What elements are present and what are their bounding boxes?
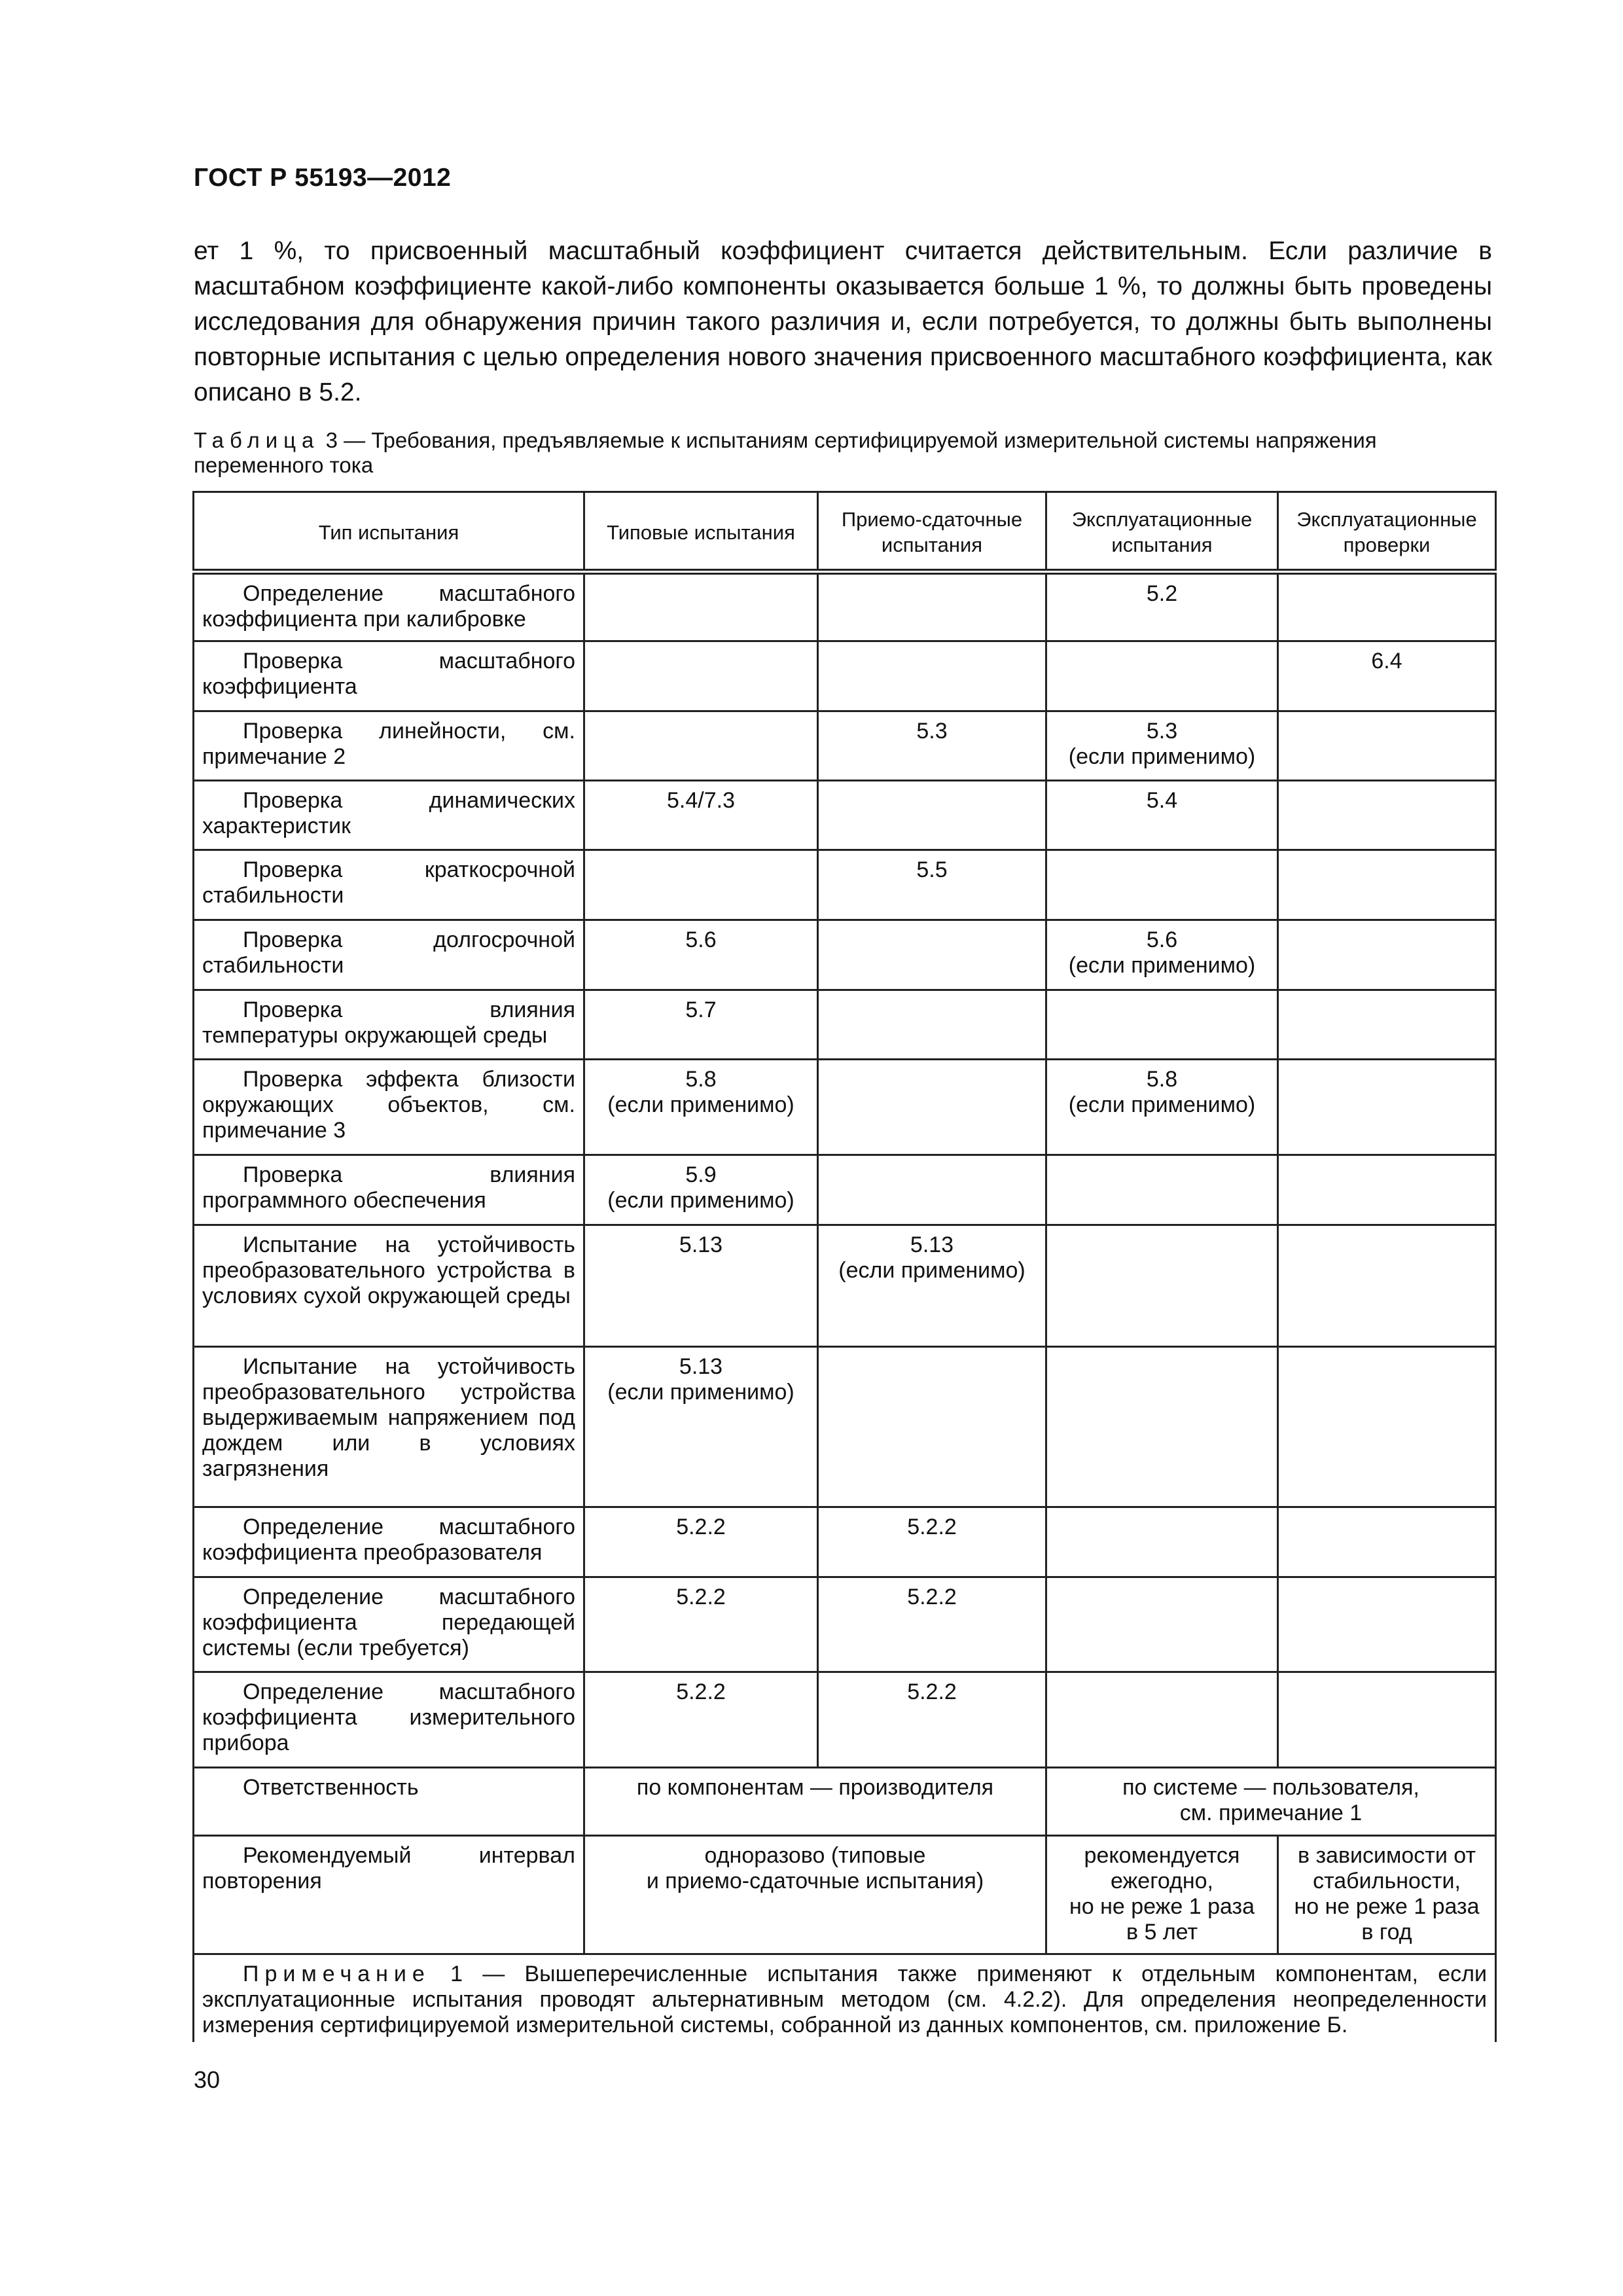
cell-type-tests [584,641,818,711]
cell-test-name: Проверка масштабного коэффициента [194,641,584,711]
cell-type-tests [584,850,818,920]
cell-test-name: Испытание на устойчивость преобразовательного устройства в условиях сухой окружающей среды [194,1225,584,1347]
cell-acceptance-tests: 5.2.2 [818,1507,1046,1577]
cell-acceptance-tests: 5.2.2 [818,1577,1046,1672]
requirements-table [192,491,1497,2042]
cell-acceptance-tests: 5.3 [818,711,1046,781]
table-row [194,781,1496,850]
cell-operational-tests [1046,1225,1278,1347]
cell-operational-checks [1278,572,1496,641]
cell-acceptance-tests [818,641,1046,711]
cell-type-tests: 5.9 (если применимо) [584,1155,818,1225]
cell-acceptance-tests: 5.5 [818,850,1046,920]
note-text: 1 — Вышеперечисленные испытания также применяют к отдельным компонентам, если эксплуатационные испытания проводят альтернативным методом (см. 4.2.2). Для определения неопределенности измерения сертифицируемой измерительной системы, собранной из данных компонентов, см. приложение Б. [202,1962,1487,2037]
table-caption-text: 3 — Требования, предъявляемые к испытаниям сертифицируемой измерительной системы напряжения переменного тока [194,428,1377,477]
cell-operational-tests [1046,641,1278,711]
cell-acceptance-tests [818,990,1046,1060]
cell-acceptance-tests: 5.13 (если применимо) [818,1225,1046,1347]
cell-operational-checks [1278,1225,1496,1347]
table-row [194,1155,1496,1225]
cell-operational-tests: 5.3 (если применимо) [1046,711,1278,781]
intro-paragraph: ет 1 %, то присвоенный масштабный коэффициент считается действительным. Если различие в масштабном коэффициенте какой-либо компоненты оказывается больше 1 %, то должны быть проведены исследования для обнаружения причин такого различия и, если потребуется, то должны быть выполнены повторные испытания с целью определения нового значения присвоенного масштабного коэффициента, как описано в 5.2. [194,237,1492,406]
cell-acceptance-tests: 5.2.2 [818,1672,1046,1768]
cell-operational-tests [1046,1155,1278,1225]
cell-type-tests: 5.6 [584,920,818,990]
cell-test-name: Определение масштабного коэффициента измерительного прибора [194,1672,584,1768]
cell-test-name: Проверка линейности, см. примечание 2 [194,711,584,781]
cell-type-tests: 5.2.2 [584,1577,818,1672]
cell-test-name: Проверка краткосрочной стабильности [194,850,584,920]
cell-type-tests: 5.4/7.3 [584,781,818,850]
table-body [194,572,1496,1768]
table-row [194,1507,1496,1577]
cell-test-name: Определение масштабного коэффициента преобразователя [194,1507,584,1577]
header-test-type: Тип испытания [194,492,584,572]
interval-label: Рекомендуемый интервал повторения [194,1836,584,1954]
cell-operational-checks [1278,920,1496,990]
header-type-tests: Типовые испытания [584,492,818,572]
table-header-row [194,492,1496,572]
note-label: Примечание [243,1962,431,1986]
cell-operational-checks [1278,1060,1496,1155]
cell-operational-checks [1278,1577,1496,1672]
cell-operational-checks [1278,1347,1496,1507]
header-operational-checks: Эксплуатационные проверки [1278,492,1496,572]
table-caption-label: Таблица [194,428,320,452]
table-row [194,920,1496,990]
cell-acceptance-tests [818,1155,1046,1225]
cell-type-tests: 5.8 (если применимо) [584,1060,818,1155]
cell-type-tests: 5.7 [584,990,818,1060]
cell-operational-checks [1278,1155,1496,1225]
responsibility-label: Ответственность [194,1768,584,1836]
interval-once: одноразово (типовые и приемо-сдаточные испытания) [584,1836,1046,1954]
cell-type-tests: 5.2.2 [584,1672,818,1768]
cell-operational-tests [1046,850,1278,920]
table-row [194,850,1496,920]
responsibility-components: по компонентам — производителя [584,1768,1046,1836]
table-note [194,1954,1496,2043]
table-row [194,1225,1496,1347]
cell-operational-checks: 6.4 [1278,641,1496,711]
cell-type-tests: 5.2.2 [584,1507,818,1577]
responsibility-system: по системе — пользователя, см. примечание 1 [1046,1768,1496,1836]
cell-operational-tests [1046,1507,1278,1577]
header-acceptance-tests: Приемо-сдаточные испытания [818,492,1046,572]
table-row [194,641,1496,711]
cell-operational-tests: 5.2 [1046,572,1278,641]
table-header [194,492,1496,572]
interval-row [194,1836,1496,1954]
standard-header: ГОСТ Р 55193—2012 [194,164,452,192]
cell-operational-tests: 5.4 [1046,781,1278,850]
note-row [194,1954,1496,2043]
cell-test-name: Проверка влияния программного обеспечения [194,1155,584,1225]
header-operational-tests: Эксплуатационные испытания [1046,492,1278,572]
table-row [194,711,1496,781]
responsibility-row [194,1768,1496,1836]
cell-type-tests: 5.13 (если применимо) [584,1347,818,1507]
cell-acceptance-tests [818,920,1046,990]
cell-test-name: Определение масштабного коэффициента передающей системы (если требуется) [194,1577,584,1672]
cell-type-tests: 5.13 [584,1225,818,1347]
cell-operational-checks [1278,711,1496,781]
table-row [194,572,1496,641]
interval-operational: рекомендуется ежегодно, но не реже 1 раза в 5 лет [1046,1836,1278,1954]
cell-operational-tests: 5.6 (если применимо) [1046,920,1278,990]
cell-operational-tests: 5.8 (если применимо) [1046,1060,1278,1155]
cell-operational-tests [1046,1577,1278,1672]
cell-acceptance-tests [818,781,1046,850]
table-caption [194,428,1492,478]
interval-check: в зависимости от стабильности, но не реже 1 раза в год [1278,1836,1496,1954]
cell-operational-checks [1278,850,1496,920]
table-row [194,990,1496,1060]
table-row [194,1347,1496,1507]
table-row [194,1060,1496,1155]
cell-type-tests [584,572,818,641]
cell-test-name: Испытание на устойчивость преобразовательного устройства выдерживаемым напряжением под дождем или в условиях загрязнения [194,1347,584,1507]
cell-type-tests [584,711,818,781]
cell-operational-checks [1278,781,1496,850]
cell-test-name: Проверка влияния температуры окружающей среды [194,990,584,1060]
cell-acceptance-tests [818,1060,1046,1155]
table-footer [194,1768,1496,2043]
table-row [194,1577,1496,1672]
cell-test-name: Проверка долгосрочной стабильности [194,920,584,990]
cell-operational-checks [1278,1672,1496,1768]
cell-operational-checks [1278,990,1496,1060]
cell-operational-checks [1278,1507,1496,1577]
cell-operational-tests [1046,1672,1278,1768]
cell-test-name: Определение масштабного коэффициента при калибровке [194,572,584,641]
page-number: 30 [194,2066,221,2093]
cell-acceptance-tests [818,572,1046,641]
cell-acceptance-tests [818,1347,1046,1507]
cell-test-name: Проверка эффекта близости окружающих объектов, см. примечание 3 [194,1060,584,1155]
cell-operational-tests [1046,1347,1278,1507]
table-row [194,1672,1496,1768]
cell-operational-tests [1046,990,1278,1060]
cell-test-name: Проверка динамических характеристик [194,781,584,850]
